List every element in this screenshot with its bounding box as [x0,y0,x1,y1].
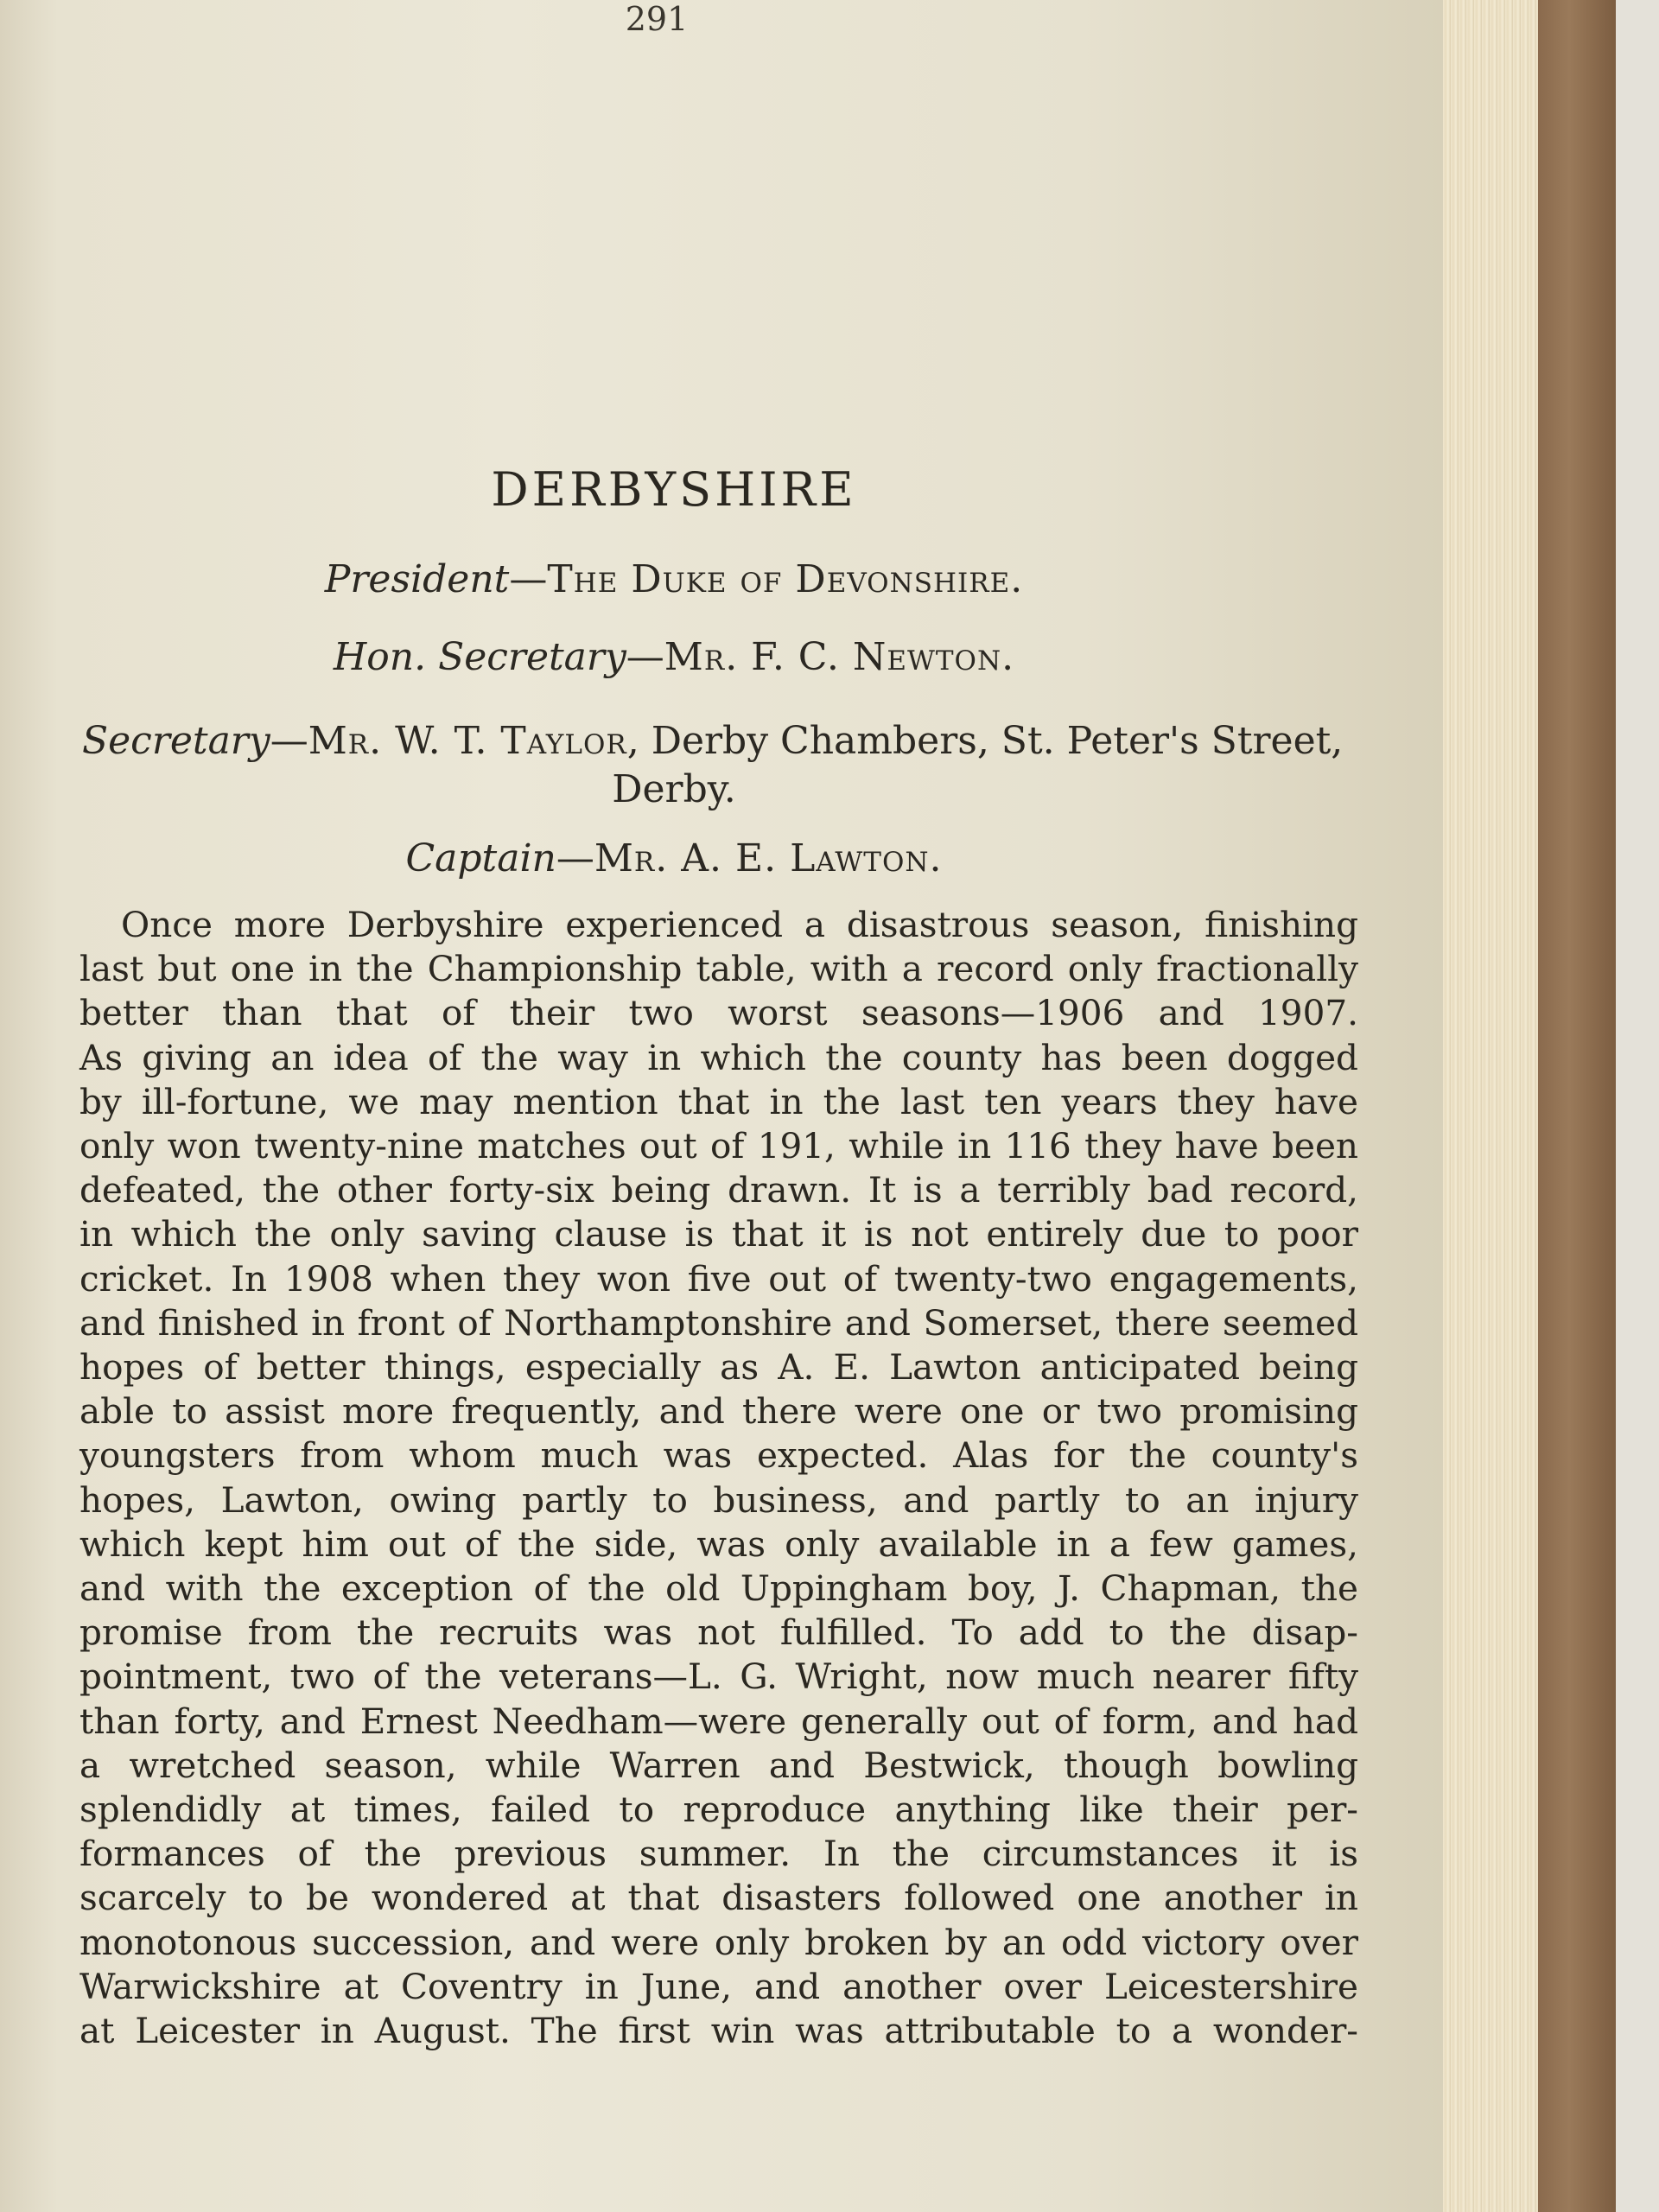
background [1616,0,1659,2212]
body-line: monotonous succession, and were only broken by an odd victory over [79,1921,1358,1963]
captain-name: Mr. A. E. Lawton. [594,836,943,880]
hon-secretary-line: Hon. Secretary—Mr. F. C. Newton. [333,635,1015,679]
body-line: than forty, and Ernest Needham—were generally out of form, and had [79,1700,1358,1742]
body-line: As giving an idea of the way in which the county has been dogged [79,1036,1358,1078]
body-line: splendidly at times, failed to reproduce anything like their per- [79,1789,1358,1831]
body-line: and with the exception of the old Uppingham boy, J. Chapman, the [79,1567,1358,1610]
body-line: a wretched season, while Warren and Bestwick, though bowling [79,1744,1358,1786]
body-line: Warwickshire at Coventry in June, and another over Leicestershire [79,1965,1358,2007]
body-line: cricket. In 1908 when they won five out of twenty-two engagements, [79,1257,1358,1300]
president-name: The Duke of Devonshire. [547,557,1024,601]
secretary-address-continued: Derby. [612,767,736,811]
body-line: hopes, Lawton, owing partly to business, and partly to an injury [79,1478,1358,1521]
body-line: pointment, two of the veterans—L. G. Wright, now much nearer fifty [79,1656,1358,1698]
secretary-address: , Derby Chambers, St. Peter's Street, [626,719,1344,763]
captain-line: Captain—Mr. A. E. Lawton. [405,836,943,880]
body-line: hopes of better things, especially as A. E. Lawton anticipated being [79,1346,1358,1389]
body-paragraph [79,903,1358,2053]
page-number: 291 [625,0,689,38]
president-line: President—The Duke of Devonshire. [324,557,1024,601]
body-line: which kept him out of the side, was only available in a few games, [79,1522,1358,1565]
captain-role: Captain [405,836,556,880]
body-line: last but one in the Championship table, with a record only fractionally [79,948,1358,990]
secretary-line: Secretary—Mr. W. T. Taylor, Derby Chambers, St. Peter's Street, [82,719,1344,763]
book-cover [1538,0,1616,2212]
hon-secretary-name: Mr. F. C. Newton. [664,635,1015,679]
body-line: formances of the previous summer. In the circumstances it is [79,1833,1358,1875]
body-line: by ill-fortune, we may mention that in the last ten years they have [79,1080,1358,1122]
body-line: able to assist more frequently, and there were one or two promising [79,1390,1358,1433]
body-line: and finished in front of Northamptonshire and Somerset, there seemed [79,1301,1358,1344]
body-line: better than that of their two worst seasons—1906 and 1907. [79,992,1358,1034]
body-line: defeated, the other forty-six being drawn. It is a terribly bad record, [79,1169,1358,1211]
body-line: Once more Derbyshire experienced a disastrous season, finishing [121,904,1358,945]
body-line: scarcely to be wondered at that disasters followed one another in [79,1877,1358,1919]
secretary-role: Secretary [82,719,270,763]
page-edges [1443,0,1538,2212]
president-role: President [324,557,510,601]
body-line: only won twenty-nine matches out of 191, while in 116 they have been [79,1125,1358,1167]
body-line: in which the only saving clause is that it is not entirely due to poor [79,1213,1358,1255]
body-line: promise from the recruits was not fulfilled. To add to the disap- [79,1611,1358,1654]
secretary-name: Mr. W. T. Taylor [308,719,627,763]
page-title: DERBYSHIRE [491,462,857,517]
body-line: youngsters from whom much was expected. Alas for the county's [79,1434,1358,1477]
body-line: at Leicester in August. The first win was attributable to a wonder- [79,2010,1358,2052]
hon-secretary-role: Hon. Secretary [333,635,626,679]
